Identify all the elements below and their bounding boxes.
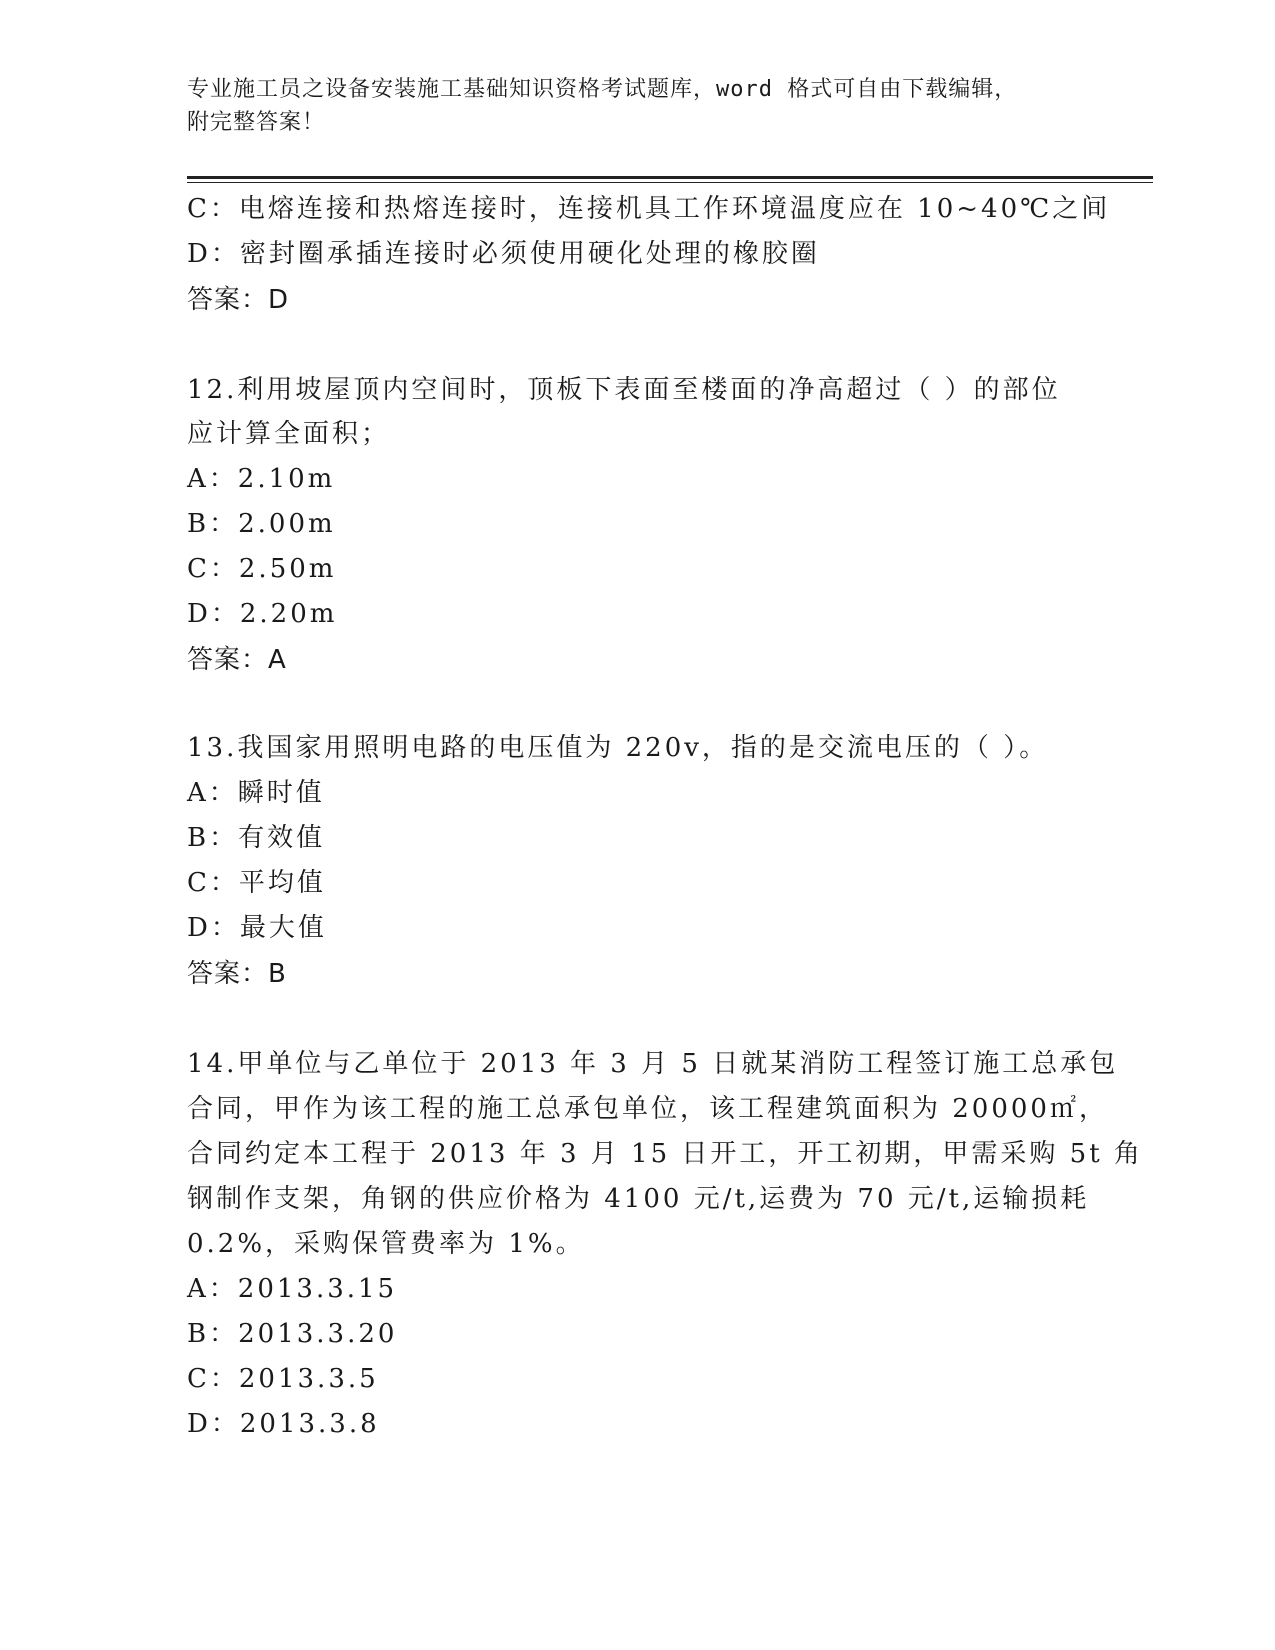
q12-option-b: B：2.00m	[187, 509, 336, 539]
q14-option-d: D：2013.3.8	[187, 1409, 380, 1439]
q14-option-a: A：2013.3.15	[187, 1274, 398, 1304]
q14-stem-line-3: 合同约定本工程于 2013 年 3 月 15 日开工，开工初期，甲需采购 5t 角	[187, 1139, 1143, 1169]
q14-stem-line-5: 0.2%，采购保管费率为 1%。	[187, 1229, 585, 1259]
q14-option-c: C：2013.3.5	[187, 1364, 379, 1394]
q13-option-d: D：最大值	[187, 913, 327, 943]
header-rule-thick	[187, 176, 1153, 179]
q14-stem-line-1: 14.甲单位与乙单位于 2013 年 3 月 5 日就某消防工程签订施工总承包	[187, 1049, 1119, 1079]
document-header	[187, 73, 1067, 139]
q11-option-d: D：密封圈承插连接时必须使用硬化处理的橡胶圈	[187, 239, 820, 269]
header-line-2: 附完整答案！	[187, 110, 326, 135]
q13-stem: 13.我国家用照明电路的电压值为 220v，指的是交流电压的（ ）。	[187, 733, 1049, 763]
q11-answer: 答案：D	[187, 285, 290, 315]
q13-option-c: C：平均值	[187, 868, 326, 898]
header-line-1: 专业施工员之设备安装施工基础知识资格考试题库，word 格式可自由下载编辑，	[187, 77, 1018, 102]
q12-option-a: A：2.10m	[187, 464, 336, 494]
q11-option-c: C：电熔连接和热熔连接时，连接机具工作环境温度应在 10~40℃之间	[187, 194, 1111, 224]
q12-stem-line-1: 12.利用坡屋顶内空间时，顶板下表面至楼面的净高超过（ ）的部位	[187, 375, 1061, 405]
header-rule-thin	[187, 182, 1153, 183]
q12-stem-line-2: 应计算全面积；	[187, 419, 391, 449]
q12-option-d: D：2.20m	[187, 599, 338, 629]
q13-option-b: B：有效值	[187, 823, 326, 853]
q13-answer: 答案：B	[187, 959, 287, 989]
q14-stem-line-2: 合同，甲作为该工程的施工总承包单位，该工程建筑面积为 20000㎡，	[187, 1094, 1108, 1124]
q12-option-c: C：2.50m	[187, 554, 337, 584]
q13-option-a: A：瞬时值	[187, 778, 325, 808]
q12-answer: 答案：A	[187, 645, 287, 675]
q14-option-b: B：2013.3.20	[187, 1319, 398, 1349]
q14-stem-line-4: 钢制作支架，角钢的供应价格为 4100 元/t,运费为 70 元/t,运输损耗	[187, 1184, 1090, 1214]
